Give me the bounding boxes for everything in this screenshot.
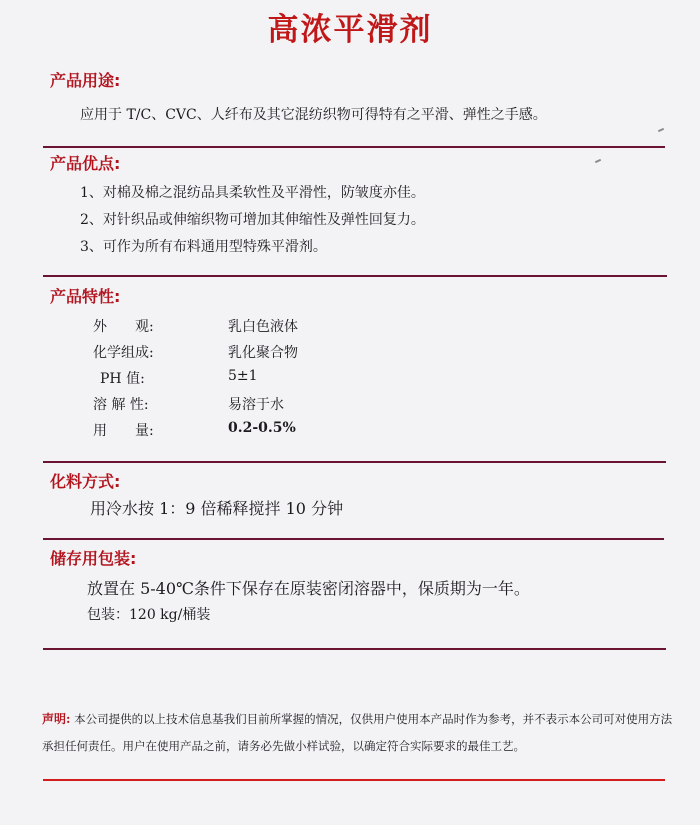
packaging-text: 包装：120 kg/桶装 (87, 607, 211, 623)
dosing-text: 用冷水按 1：9 倍稀释搅拌 10 分钟 (90, 499, 344, 518)
divider-dosing (43, 538, 664, 540)
property-label: 用 量: (93, 423, 154, 439)
divider-properties (43, 461, 666, 463)
bottom-rule (43, 779, 665, 781)
divider-usage (43, 146, 665, 148)
storage-text: 放置在 5-40℃条件下保存在原装密闭溶器中，保质期为一年。 (87, 579, 530, 598)
declaration (42, 706, 682, 760)
advantage-item-1: 1、对棉及棉之混纺品具柔软性及平滑性，防皱度亦佳。 (80, 185, 425, 201)
properties-heading: 产品特性: (50, 287, 121, 306)
property-value: 乳白色液体 (228, 319, 298, 335)
property-value: 易溶于水 (228, 397, 284, 413)
declaration-text: 本公司提供的以上技术信息基我们目前所掌握的情况，仅供用户使用本产品时作为参考，并不表示本公司可对使用方法承担任何责任。用户在使用产品之前，请务必先做小样试验，以确定符合实际要求的最佳工艺。 (42, 712, 673, 753)
property-label: 化学组成: (93, 345, 154, 361)
declaration-label: 声明: (42, 712, 71, 726)
usage-text: 应用于 T/C、CVC、人纤布及其它混纺织物可得特有之平滑、弹性之手感。 (80, 107, 547, 123)
property-label: 溶 解 性: (93, 397, 149, 413)
scan-mark (595, 159, 601, 163)
dosing-heading: 化料方式: (50, 472, 121, 491)
document-title: 高浓平滑剂 (267, 12, 433, 48)
scan-mark (658, 128, 664, 132)
property-value: 0.2-0.5% (228, 420, 296, 436)
divider-advantages (43, 275, 667, 277)
divider-storage (43, 648, 666, 650)
usage-heading: 产品用途: (50, 71, 121, 90)
property-label: PH 值: (100, 371, 145, 387)
property-label: 外 观: (93, 319, 154, 335)
property-value: 乳化聚合物 (228, 345, 298, 361)
advantage-item-3: 3、可作为所有布料通用型特殊平滑剂。 (80, 239, 327, 255)
property-value: 5±1 (228, 368, 258, 384)
advantages-heading: 产品优点: (50, 154, 121, 173)
advantage-item-2: 2、对针织品或伸缩织物可增加其伸缩性及弹性回复力。 (80, 212, 425, 228)
storage-heading: 储存用包装: (50, 549, 137, 568)
